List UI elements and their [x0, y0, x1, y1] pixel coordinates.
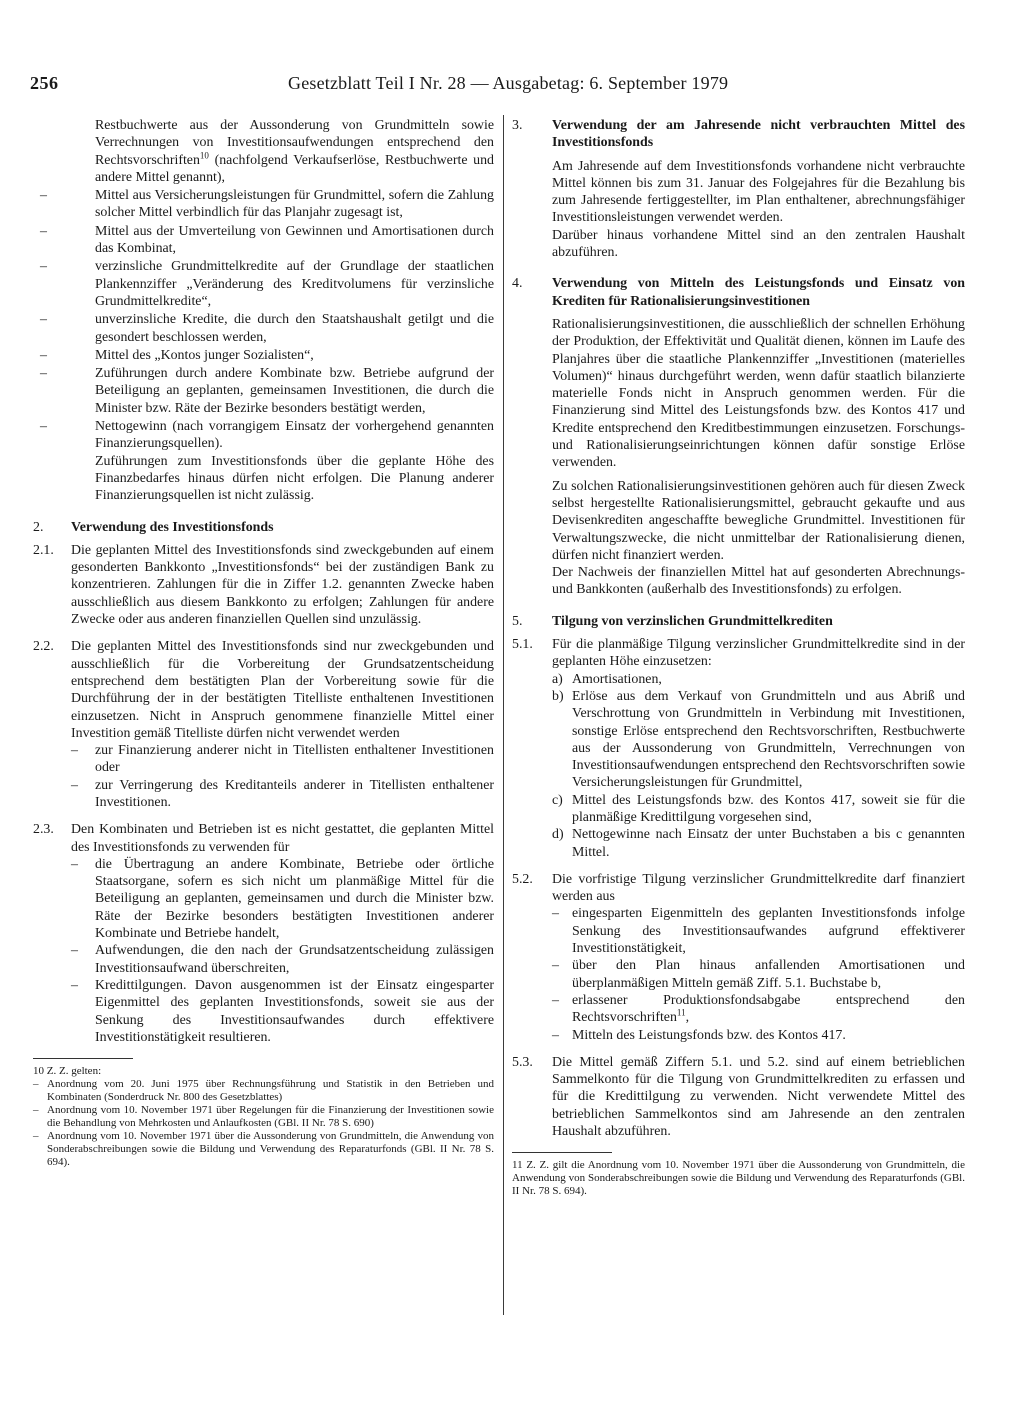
paragraph: Zu solchen Rationalisierungsinvestitionen gehören auch für diesen Zweck selbst hergestellte Rationalisierungsmittel, gebraucht gekaufte und aus Devisenkrediten angeschaffte bewegliche Grundmittel. Investitionen für Verwaltungszwecke, die nicht unmittelbar der Rationalisierung dienen, dürfen nicht finanziert werden. [552, 478, 965, 563]
paragraph: Darüber hinaus vorhandene Mittel sind an den zentralen Haushalt abzuführen. [552, 227, 965, 261]
intro-paragraph: Restbuchwerte aus der Aussonderung von Grundmitteln sowie Verrechnungen von Investitionsaufwendungen entsprechend den Rechtsvorschriften$^{10}$ (nachfolgend Verkaufserlöse, Restbuchwerte und andere Mittel genannt), [95, 118, 494, 185]
footnote-ref-11: 11 [676, 1007, 686, 1018]
list-item: b) Erlöse aus dem Verkauf von Grundmitteln und aus Abriß und Verschrottung von Grundmitteln in Verbindung mit Investitionen, sonstige Erlöse entsprechend den Rechtsvorschriften, Restbuchwerte aus der Aussonderung von Grundmitteln, Verrechnungen von Investitionsaufwendungen entsprechend den Rechtsvorschriften sowie Versicherungsleistungen für Grundmittel, [552, 688, 965, 791]
list-item: – Zuführungen durch andere Kombinate bzw. Betriebe aufgrund der Beteiligung an geplanten, gemeinsamen Investitionen, die durch die Minister bzw. Räte der Bezirke besonders bestätigt werden, [40, 366, 494, 416]
footnote-rule [512, 1152, 612, 1153]
paragraph-5-2: 5.2. Die vorfristige Tilgung verzinslicher Grundmittelkredite darf finanziert werden aus [512, 871, 965, 905]
section-heading-5: 5. Tilgung von verzinslichen Grundmittelkrediten [512, 613, 833, 629]
list-item: c) Mittel des Leistungsfonds bzw. des Kontos 417, soweit sie für die planmäßige Kredittilgung vorgesehen sind, [552, 792, 965, 825]
list-item: – Mittel des „Kontos junger Sozialisten“, [40, 347, 314, 363]
closing-paragraph: Zuführungen zum Investitionsfonds über die geplante Höhe des Finanzbedarfes hinaus dürfen nicht erfolgen. Die Planung anderer Finanzierungsquellen ist nicht zulässig. [95, 453, 494, 504]
section-heading-2: 2. Verwendung des Investitionsfonds [33, 519, 274, 535]
section-heading-4: 4. Verwendung von Mitteln des Leistungsfonds und Einsatz von Krediten für Rationalisierungsinvestitionen [512, 276, 965, 309]
header-title: Gesetzblatt Teil I Nr. 28 — Ausgabetag: 6. September 1979 [288, 73, 729, 93]
list-item: – Mitteln des Leistungsfonds bzw. des Kontos 417. [552, 1027, 846, 1043]
page-header [30, 73, 990, 99]
list-item: – die Übertragung an andere Kombinate, Betriebe oder örtliche Staatsorgane, sofern es sich nicht um planmäßige Mittel für die Beteiligung an geplanten, gemeinsamen und durch die Minister bzw. Räte der Bezirke besonders bestätigten Investitionen anderer Kombinate und Betriebe handelt, [71, 856, 494, 942]
paragraph: Rationalisierungsinvestitionen, die ausschließlich der schnellen Erhöhung der Produktion, der Effektivität und Qualität dienen, können im Laufe des Planjahres über die staatliche Plankennziffer „Investitionen (materielles Volumen)“ hinaus durchgeführt werden, wenn dafür staatlich bilanzierte materielle Fonds nicht in Anspruch genommen werden. Für die Finanzierung sind Mittel des Leistungsfonds bzw. des Kontos 417 und Kredite entsprechend den Kreditbestimmungen einzusetzen. Forschungs- und Rationalisierungseinrichtungen können dafür sonstige Erlöse verwenden. [552, 316, 965, 471]
list-item: – Nettogewinn (nach vorrangigem Einsatz der vorhergehend genannten Finanzierungsquellen). [40, 419, 494, 452]
footnote-10: 10 Z. Z. gelten: – Anordnung vom 20. Juni 1975 über Rechnungsführung und Statistik in den Betrieben und Kombinaten (Sonderdruck Nr. 800 des Gesetzblattes) – Anordnung vom 10. November 1971 über Regelungen für die Finanzierung der Investitionen sowie die Behandlung von Mehrkosten und Anlaufkosten (GBl. II Nr. 78 S. 690) – Anordnung vom 10. November 1971 über die Aussonderung von Grundmitteln, die Anwendung von Sonderabschreibungen sowie die Bildung und Verwendung des Reparaturfonds (GBl. II Nr. 78 S. 694). [33, 1065, 494, 1169]
list-item: – Aufwendungen, die den nach der Grundsatzentscheidung zulässigen Investitionsaufwand überschreiten, [71, 943, 494, 976]
right-column [512, 117, 965, 1198]
list-item: – zur Finanzierung anderer nicht in Titellisten enthaltener Investitionen oder [71, 743, 494, 776]
list-item: d) Nettogewinne nach Einsatz der unter Buchstaben a bis c genannten Mittel. [552, 827, 965, 860]
footnote-item: – Anordnung vom 10. November 1971 über Regelungen für die Finanzierung der Investitionen sowie die Behandlung von Mehrkosten und Anlaufkosten (GBl. II Nr. 78 S. 690) [33, 1104, 494, 1130]
footnote-ref-10: 10 [199, 149, 209, 160]
list-item: – eingesparten Eigenmitteln des geplanten Investitionsfonds infolge Senkung des Investitionsaufwandes aufgrund effektiverer Investitionstätigkeit, [552, 906, 965, 957]
paragraph: Der Nachweis der finanziellen Mittel hat auf gesonderten Abrechnungs- und Bankkonten (außerhalb des Investitionsfonds) zu erfolgen. [552, 565, 965, 598]
list-item: – Kredittilgungen. Davon ausgenommen ist der Einsatz eingesparter Eigenmittel des geplanten Investitionsfonds, soweit sie aus der Senkung des Investitionsaufwandes durch effektivere Investitionstätigkeit resultieren. [71, 977, 494, 1045]
paragraph-2-2: 2.2. Die geplanten Mittel des Investitionsfonds sind nur zweckgebunden und ausschließlich für die Vorbereitung der Grundsatzentscheidung entsprechend dem bestätigten Plan der Vorbereitung sowie für die Durchführung der in der bestätigten Titelliste enthaltenen Investitionen einzusetzen. Nicht in Anspruch genommene finanzielle Mittel einer Investition gemäß Titelliste dürfen nicht verwendet werden [33, 639, 494, 741]
page-number: 256 [30, 73, 59, 93]
paragraph-5-3: 5.3. Die Mittel gemäß Ziffern 5.1. und 5.2. sind auf einem betrieblichen Sammelkonto für die Tilgung von Grundmittelkrediten zu erfassen und für die Kredittilgung zu verwenden. Nicht verwendete Mittel des betrieblichen Sammelkontos sind am Jahresende an den zentralen Haushalt abzuführen. [512, 1054, 965, 1140]
footnote-11: 11 Z. Z. gilt die Anordnung vom 10. November 1971 über die Aussonderung von Grundmitteln, die Anwendung von Sonderabschreibungen sowie die Bildung und Verwendung des Reparaturfonds (GBl. II Nr. 78 S. 694). [512, 1159, 965, 1198]
list-item: – über den Plan hinaus anfallenden Amortisationen und überplanmäßigen Mitteln gemäß Ziff. 5.1. Buchstabe b, [552, 958, 965, 991]
list-item: a) Amortisationen, [552, 671, 662, 687]
paragraph-2-1: 2.1. Die geplanten Mittel des Investitionsfonds sind zweckgebunden auf einem gesonderten Bankkonto „Investitionsfonds“ bei der zuständigen Bank zu konzentrieren. Zahlungen für die in Ziffer 1.2. genannten Zwecke haben ausschließlich aus diesem Bankkonto zu erfolgen; Zahlungen für andere Zwecke oder aus anderen finanziellen Quellen sind unzulässig. [33, 542, 494, 628]
paragraph-2-3: 2.3. Den Kombinaten und Betrieben ist es nicht gestattet, die geplanten Mittel des Investitionsfonds zu verwenden für [33, 822, 494, 855]
left-column [33, 117, 494, 1169]
paragraph-5-1: 5.1. Für die planmäßige Tilgung verzinslicher Grundmittelkredite sind in der geplanten Höhe einzusetzen: [512, 637, 965, 670]
list-item: – unverzinsliche Kredite, die durch den Staatshaushalt getilgt und die gesondert beschlossen werden, [40, 312, 494, 345]
footnote-rule [33, 1058, 133, 1059]
list-item: – Mittel aus der Umverteilung von Gewinnen und Amortisationen durch das Kombinat, [40, 223, 494, 257]
footnote-item: – Anordnung vom 20. Juni 1975 über Rechnungsführung und Statistik in den Betrieben und Kombinaten (Sonderdruck Nr. 800 des Gesetzblattes) [33, 1078, 494, 1104]
list-item: – zur Verringerung des Kreditanteils anderer in Titellisten enthaltener Investitionen. [71, 777, 494, 810]
paragraph: Am Jahresende auf dem Investitionsfonds vorhandene nicht verbrauchte Mittel können bis zum 31. Januar des Folgejahres für die Bezahlung bis zum Jahresende fertiggestellter, im Plan enthaltener, abrechnungsfähiger Investitionsleistungen verwendet werden. [552, 158, 965, 226]
list-item: – erlassener Produktionsfondsabgabe entsprechend den Rechtsvorschriften$^{11}$, [552, 992, 965, 1026]
footnote-item: – Anordnung vom 10. November 1971 über die Aussonderung von Grundmitteln, die Anwendung von Sonderabschreibungen sowie die Bildung und Verwendung des Reparaturfonds (GBl. II Nr. 78 S. 694). [33, 1130, 494, 1169]
list-item: – Mittel aus Versicherungsleistungen für Grundmittel, sofern die Zahlung solcher Mittel verbindlich für das Planjahr zugesagt ist, [40, 188, 494, 221]
column-divider [503, 115, 504, 1315]
list-item: – verzinsliche Grundmittelkredite auf der Grundlage der staatlichen Plankennziffer „Veränderung des Kreditvolumens für verzinsliche Grundmittelkredite“, [40, 259, 494, 309]
section-heading-3: 3. Verwendung der am Jahresende nicht verbrauchten Mittel des Investitionsfonds [512, 118, 965, 151]
